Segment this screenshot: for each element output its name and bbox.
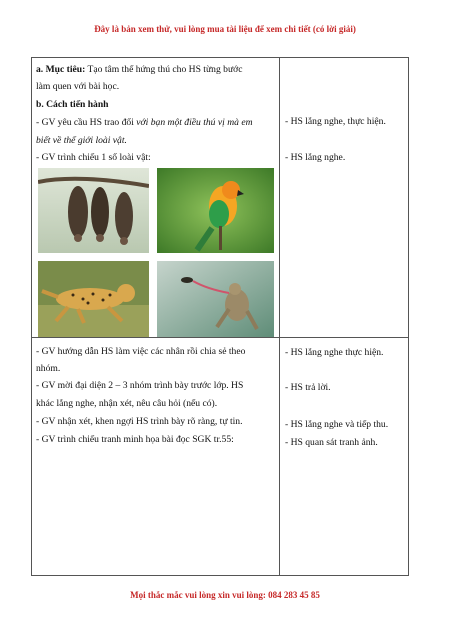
contact-banner: Mọi thắc mắc vui lòng xin vui lòng: 084 283 45 85 — [130, 590, 320, 600]
cheetah-photo — [38, 261, 149, 337]
step-4-line-2: khác lắng nghe, nhận xét, nêu câu hỏi (nếu có). — [36, 398, 218, 409]
step-2: - GV trình chiếu 1 số loài vật: — [36, 152, 151, 163]
frog-photo — [157, 261, 274, 337]
preview-banner: Đây là bản xem thử, vui lòng mua tài liệu để xem chi tiết (có lời giải) — [94, 24, 356, 34]
step-1-line-2: biết về thế giới loài vật. — [36, 135, 127, 146]
bats-photo — [38, 168, 149, 253]
step-5: - GV nhận xét, khen ngợi HS trình bày rõ ràng, tự tin. — [36, 416, 243, 427]
student-activity-6: - HS quan sát tranh ảnh. — [285, 437, 378, 448]
goal-label: a. Mục tiêu: — [36, 64, 86, 75]
student-activity-4: - HS trả lời. — [285, 382, 331, 393]
step-1-quote: với bạn một điều thú vị mà em — [136, 117, 253, 128]
step-3-line-2: nhóm. — [36, 363, 61, 374]
step-6: - GV trình chiếu tranh minh họa bài đọc SGK tr.55: — [36, 434, 234, 445]
student-activity-3: - HS lắng nghe thực hiện. — [285, 347, 384, 358]
goal-line-1 — [36, 63, 242, 76]
step-3-line-1: - GV hướng dẫn HS làm việc các nhân rồi chia sẻ theo — [36, 346, 246, 357]
step-1-line-1 — [36, 116, 253, 129]
procedure-heading: b. Cách tiến hành — [36, 99, 109, 110]
student-activity-5: - HS lắng nghe và tiếp thu. — [285, 419, 389, 430]
row-divider — [32, 337, 408, 338]
lesson-plan-table — [31, 57, 409, 576]
parrot-photo — [157, 168, 274, 253]
step-1-prefix: - GV yêu cầu HS trao đổi — [36, 117, 137, 128]
student-activity-1: - HS lắng nghe, thực hiện. — [285, 116, 386, 127]
column-divider — [279, 58, 280, 575]
student-activity-2: - HS lắng nghe. — [285, 152, 346, 163]
step-4-line-1: - GV mời đại diện 2 – 3 nhóm trình bày trước lớp. HS — [36, 380, 244, 391]
goal-line-2: làm quen với bài học. — [36, 81, 120, 92]
goal-text: Tạo tâm thế hứng thú cho HS từng bước — [85, 64, 243, 75]
